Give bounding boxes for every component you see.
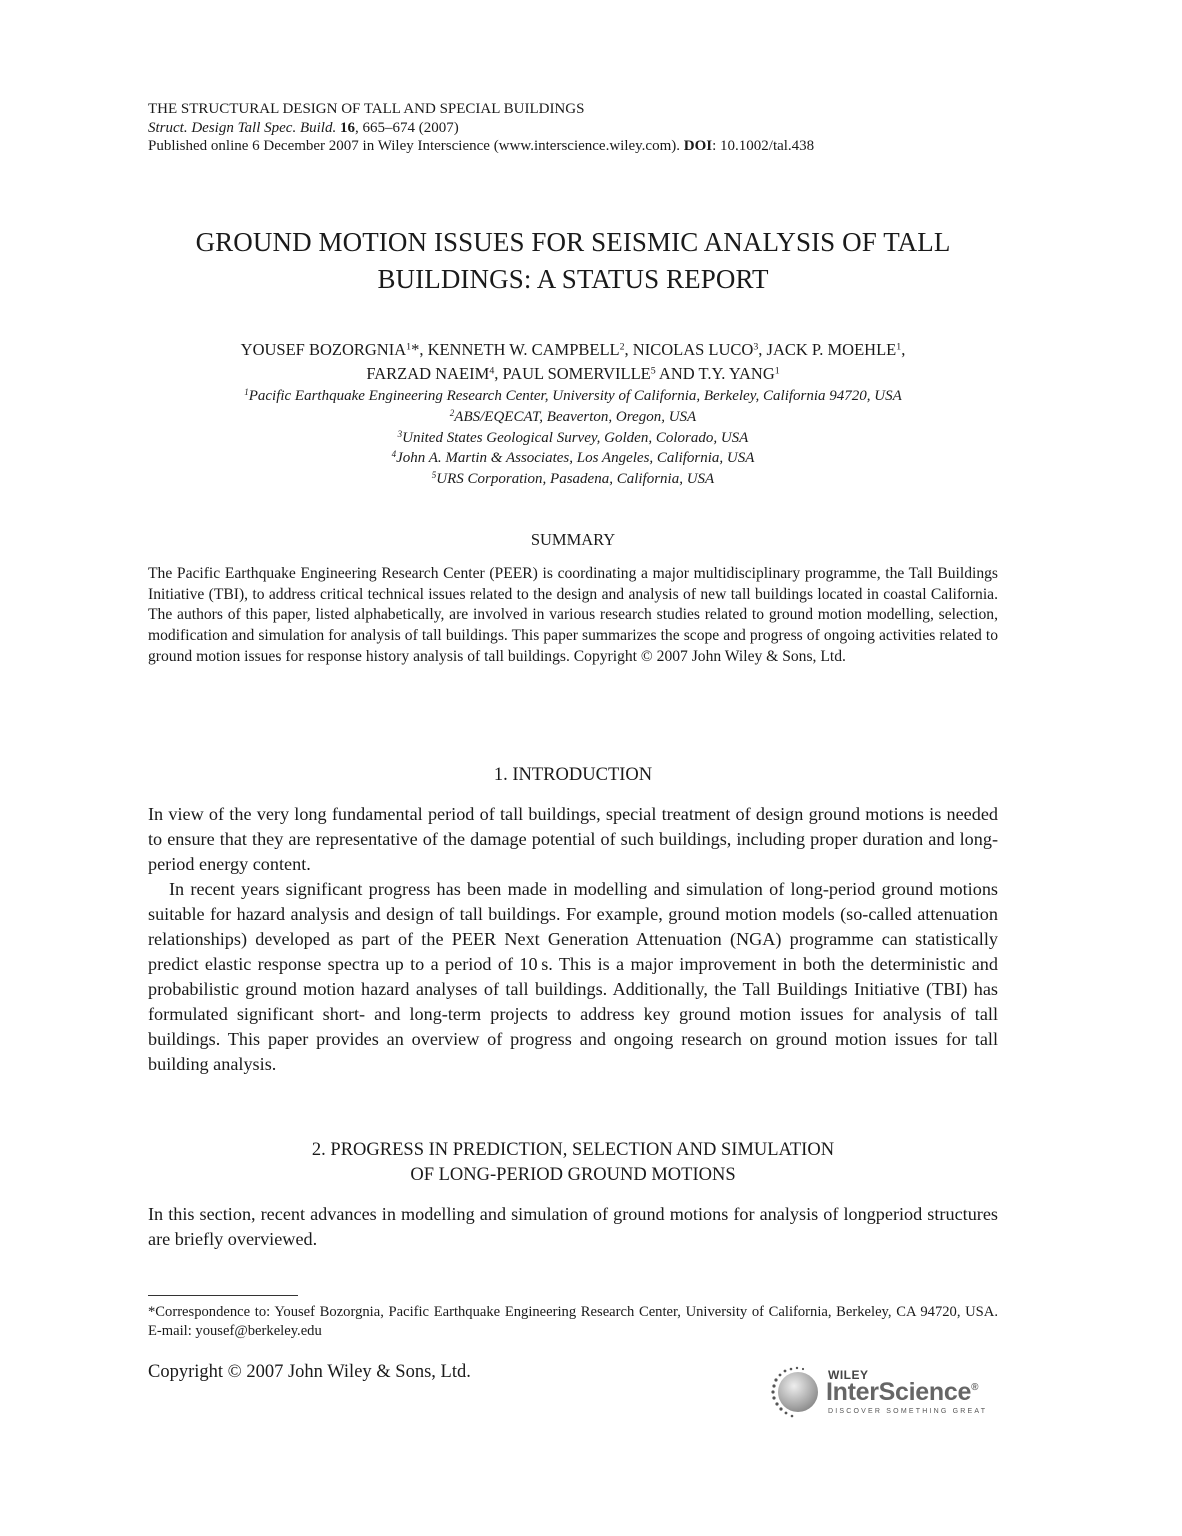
author-name: T.Y. YANG bbox=[698, 364, 775, 383]
affiliation-item bbox=[148, 386, 998, 407]
logo-wiley-text: WILEY bbox=[828, 1368, 869, 1382]
author-affil-num: 5 bbox=[650, 365, 656, 377]
author-affil-num: 1 bbox=[896, 341, 902, 353]
title-line-2: BUILDINGS: A STATUS REPORT bbox=[377, 264, 769, 294]
title-line-1: GROUND MOTION ISSUES FOR SEISMIC ANALYSIS OF TALL bbox=[195, 227, 951, 257]
footnote-rule bbox=[148, 1295, 298, 1296]
author-name: YOUSEF BOZORGNIA bbox=[240, 340, 407, 359]
affiliation-num: 3 bbox=[397, 428, 403, 439]
logo-tagline: DISCOVER SOMETHING GREAT bbox=[828, 1408, 988, 1415]
affiliation-num: 4 bbox=[391, 449, 397, 460]
doi-value: : 10.1002/tal.438 bbox=[712, 138, 815, 154]
author-name: FARZAD NAEIM bbox=[366, 364, 490, 383]
affiliation-num: 5 bbox=[431, 470, 437, 481]
affiliation-num: 2 bbox=[449, 407, 455, 418]
copyright-notice: Copyright © 2007 John Wiley & Sons, Ltd. bbox=[148, 1362, 471, 1382]
logo-main-text: InterScience bbox=[826, 1378, 972, 1406]
author-sep: , bbox=[624, 340, 633, 359]
journal-abbrev: Struct. Design Tall Spec. Build. bbox=[148, 119, 337, 136]
author-name: JACK P. MOEHLE bbox=[766, 340, 897, 359]
section-2-title-line-1: 2. PROGRESS IN PREDICTION, SELECTION AND SIMULATION bbox=[311, 1140, 835, 1160]
affiliation-text: Pacific Earthquake Engineering Research Center, University of California, Berkeley, California 94720, USA bbox=[248, 388, 902, 404]
correspondence-footnote: *Correspondence to: Yousef Bozorgnia, Pacific Earthquake Engineering Research Center, University of California, Berkeley, CA 94720, USA. E-mail: yousef@berkeley.edu bbox=[148, 1304, 998, 1339]
author-sep: , bbox=[901, 340, 906, 359]
author-affil-num: 4 bbox=[489, 365, 495, 377]
logo-brand bbox=[826, 1378, 978, 1407]
section-1-heading bbox=[148, 763, 998, 788]
journal-published-line bbox=[148, 137, 814, 156]
logo-reg-mark: ® bbox=[971, 1382, 979, 1393]
paragraph: In this section, recent advances in modelling and simulation of ground motions for analysis of longperiod structures are briefly overviewed. bbox=[148, 1204, 998, 1249]
journal-volume: 16 bbox=[339, 119, 355, 136]
section-2-title-line-2: OF LONG-PERIOD GROUND MOTIONS bbox=[410, 1165, 736, 1185]
doi-label: DOI bbox=[683, 138, 713, 154]
author-sep: , bbox=[494, 364, 503, 383]
author-sep: , bbox=[758, 340, 767, 359]
paragraph: In recent years significant progress has been made in modelling and simulation of long-period ground motions suitable for hazard analysis and design of tall buildings. For example, ground motion models (so-called attenuation relationships) developed as part of the PEER Next Generation Attenuation (NGA) programme can statistically predict elastic response spectra up to a period of 10 s. This is a major improvement in both the deterministic and probabilistic ground motion hazard analyses of tall buildings. Additionally, the Tall Buildings Initiative (TBI) has formulated significant short- and long-term projects to address key ground motion issues for analysis of tall buildings. This paper provides an overview of progress and ongoing research on ground motion issues for tall building analysis. bbox=[148, 879, 998, 1074]
wiley-interscience-logo bbox=[770, 1366, 1000, 1418]
section-2-heading bbox=[148, 1138, 998, 1188]
affiliation-item bbox=[148, 448, 998, 469]
author-sep: *, bbox=[411, 340, 428, 359]
journal-pages-year: , 665–674 (2007) bbox=[354, 119, 459, 136]
author-name: KENNETH W. CAMPBELL bbox=[427, 340, 620, 359]
section-1-title: 1. INTRODUCTION bbox=[493, 765, 653, 785]
affiliation-item bbox=[148, 469, 998, 490]
affiliation-text: United States Geological Survey, Golden, Colorado, USA bbox=[402, 429, 749, 446]
affiliation-num: 1 bbox=[244, 387, 249, 398]
summary-text: The Pacific Earthquake Engineering Research Center (PEER) is coordinating a major multidisciplinary programme, the Tall Buildings Initiative (TBI), to address critical technical issues related to the design and analysis of new tall buildings located in coastal California. The authors of this paper, listed alphabetically, are involved in various research studies related to ground motion modelling, selection, modification and simulation for analysis of tall buildings. This paper summarizes the scope and progress of ongoing activities related to ground motion issues for response history analysis of tall buildings. Copyright © 2007 John Wiley & Sons, Ltd. bbox=[148, 565, 998, 665]
author-line-2 bbox=[148, 362, 998, 386]
affiliation-text: ABS/EQECAT, Beaverton, Oregon, USA bbox=[454, 408, 697, 425]
paper-page bbox=[148, 0, 998, 1536]
author-name: NICOLAS LUCO bbox=[632, 340, 754, 359]
author-affil-num: 1 bbox=[774, 365, 780, 377]
author-affil-num: 1 bbox=[406, 341, 412, 353]
paper-title bbox=[148, 224, 998, 298]
section-2-body bbox=[148, 1202, 998, 1252]
author-affil-num: 2 bbox=[619, 341, 625, 353]
published-text: Published online 6 December 2007 in Wiley Interscience (www.interscience.wiley.com). bbox=[148, 138, 681, 154]
globe-icon bbox=[778, 1372, 818, 1412]
affiliation-item bbox=[148, 428, 998, 449]
journal-name: THE STRUCTURAL DESIGN OF TALL AND SPECIAL BUILDINGS bbox=[148, 101, 585, 117]
affiliation-text: URS Corporation, Pasadena, California, USA bbox=[436, 471, 715, 488]
author-name: PAUL SOMERVILLE bbox=[502, 364, 651, 383]
paragraph: In view of the very long fundamental period of tall buildings, special treatment of design ground motions is needed to ensure that they are representative of the damage potential of such buildings, including proper duration and long-period energy content. bbox=[148, 804, 998, 874]
affiliation-text: John A. Martin & Associates, Los Angeles, California, USA bbox=[396, 450, 755, 467]
author-sep: AND bbox=[655, 364, 699, 383]
author-affil-num: 3 bbox=[753, 341, 759, 353]
section-1-body bbox=[148, 802, 998, 1077]
journal-citation bbox=[148, 119, 814, 138]
journal-header bbox=[148, 100, 814, 156]
affiliation-item bbox=[148, 407, 998, 428]
summary-heading: SUMMARY bbox=[530, 530, 616, 549]
author-list bbox=[148, 338, 998, 386]
author-line-1 bbox=[148, 338, 998, 362]
affiliation-list bbox=[148, 386, 998, 490]
